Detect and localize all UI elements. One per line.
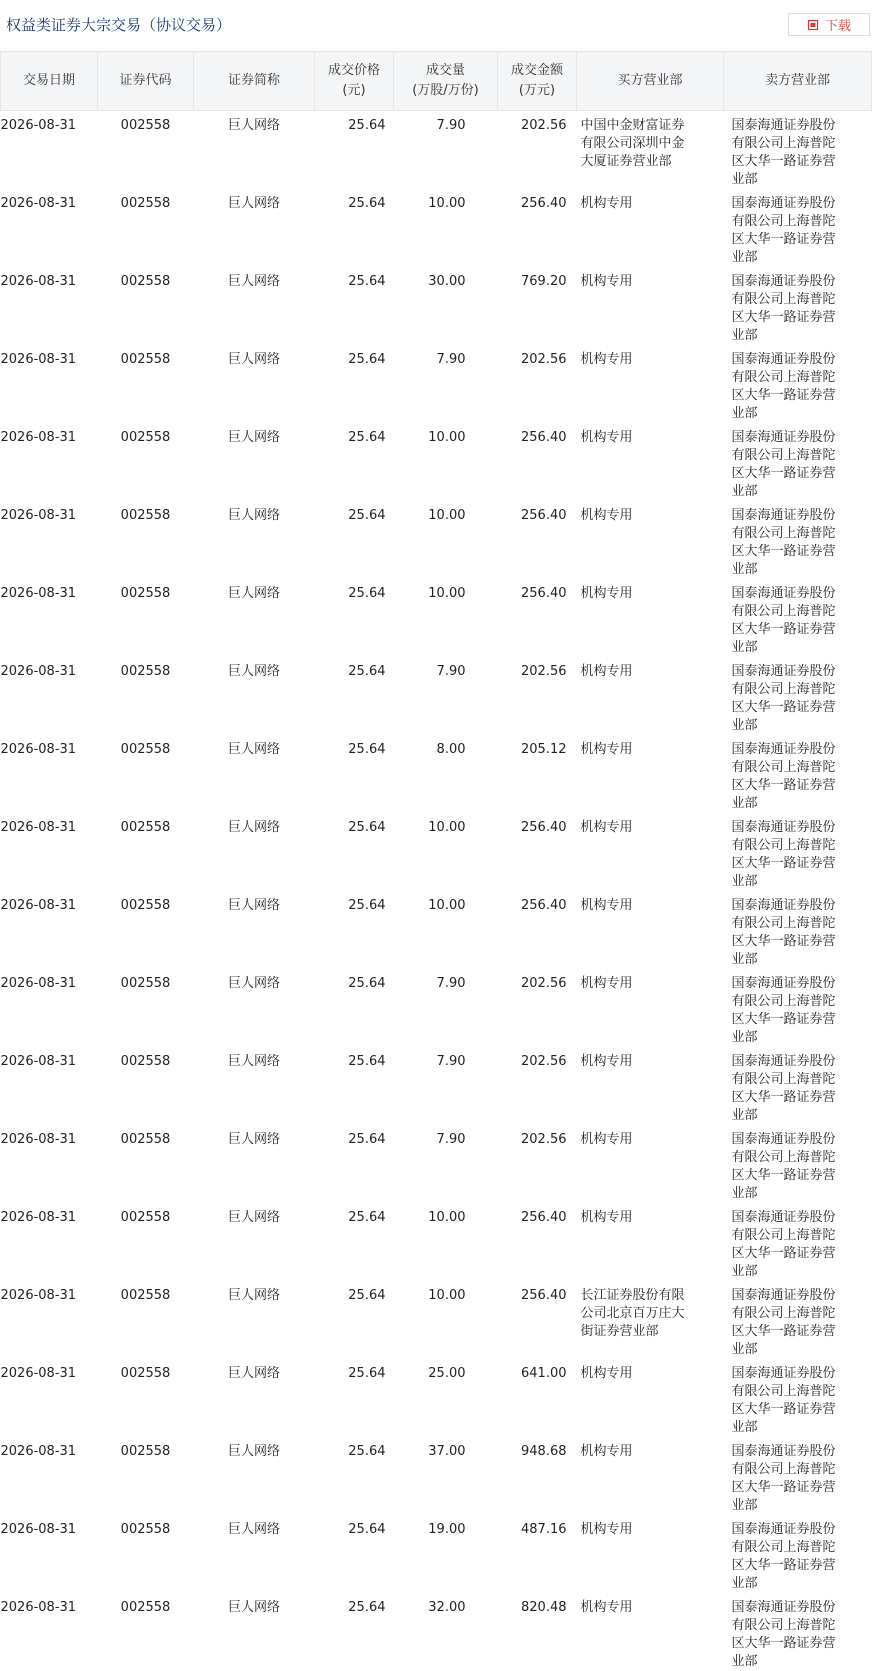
volume-cell: 7.90 (394, 969, 498, 1047)
amount-cell: 256.40 (498, 579, 577, 657)
price-cell: 25.64 (315, 969, 394, 1047)
table-row (1, 1593, 872, 1671)
table-row (1, 189, 872, 267)
table-row (1, 1437, 872, 1515)
trade-date-cell: 2026-08-31 (1, 969, 98, 1047)
security-name-cell: 巨人网络 (194, 1593, 315, 1671)
trade-date-cell: 2026-08-31 (1, 813, 98, 891)
seller-branch-cell: 国泰海通证券股份有限公司上海普陀区大华一路证券营业部 (724, 423, 872, 501)
seller-branch-cell: 国泰海通证券股份有限公司上海普陀区大华一路证券营业部 (724, 1281, 872, 1359)
security-name-cell: 巨人网络 (194, 423, 315, 501)
price-cell: 25.64 (315, 1125, 394, 1203)
table-header-row (1, 52, 872, 111)
buyer-branch-cell: 机构专用 (577, 657, 724, 735)
amount-cell: 205.12 (498, 735, 577, 813)
security-name-cell: 巨人网络 (194, 1515, 315, 1593)
volume-cell: 10.00 (394, 813, 498, 891)
price-cell: 25.64 (315, 111, 394, 190)
price-cell: 25.64 (315, 1437, 394, 1515)
price-cell: 25.64 (315, 1047, 394, 1125)
buyer-branch-cell: 机构专用 (577, 1515, 724, 1593)
price-cell: 25.64 (315, 579, 394, 657)
trade-date-cell: 2026-08-31 (1, 579, 98, 657)
amount-cell: 202.56 (498, 969, 577, 1047)
volume-cell: 10.00 (394, 579, 498, 657)
security-name-cell: 巨人网络 (194, 1047, 315, 1125)
volume-cell: 8.00 (394, 735, 498, 813)
buyer-branch-cell: 机构专用 (577, 1047, 724, 1125)
buyer-branch-cell: 机构专用 (577, 1593, 724, 1671)
price-cell: 25.64 (315, 1515, 394, 1593)
table-row (1, 1203, 872, 1281)
price-cell: 25.64 (315, 267, 394, 345)
security-code-cell: 002558 (98, 813, 194, 891)
buyer-branch-cell: 机构专用 (577, 1359, 724, 1437)
page-title: 权益类证券大宗交易（协议交易） (6, 14, 231, 35)
buyer-branch-cell: 机构专用 (577, 423, 724, 501)
trade-date-cell: 2026-08-31 (1, 111, 98, 190)
trade-date-cell: 2026-08-31 (1, 1125, 98, 1203)
seller-branch-cell: 国泰海通证券股份有限公司上海普陀区大华一路证券营业部 (724, 1047, 872, 1125)
security-code-cell: 002558 (98, 267, 194, 345)
amount-cell: 202.56 (498, 657, 577, 735)
security-name-cell: 巨人网络 (194, 1437, 315, 1515)
volume-cell: 10.00 (394, 189, 498, 267)
security-code-cell: 002558 (98, 1437, 194, 1515)
amount-cell: 256.40 (498, 423, 577, 501)
volume-cell: 37.00 (394, 1437, 498, 1515)
amount-cell: 256.40 (498, 1281, 577, 1359)
volume-cell: 7.90 (394, 1047, 498, 1125)
trade-date-cell: 2026-08-31 (1, 1515, 98, 1593)
trade-date-cell: 2026-08-31 (1, 657, 98, 735)
table-row (1, 735, 872, 813)
table-row (1, 579, 872, 657)
amount-cell: 256.40 (498, 501, 577, 579)
col-volume: 成交量 (万股/万份) (394, 52, 498, 111)
seller-branch-cell: 国泰海通证券股份有限公司上海普陀区大华一路证券营业部 (724, 1203, 872, 1281)
table-row (1, 345, 872, 423)
seller-branch-cell: 国泰海通证券股份有限公司上海普陀区大华一路证券营业部 (724, 1125, 872, 1203)
seller-branch-cell: 国泰海通证券股份有限公司上海普陀区大华一路证券营业部 (724, 189, 872, 267)
volume-cell: 7.90 (394, 1125, 498, 1203)
table-row (1, 1125, 872, 1203)
col-buyer-branch: 买方营业部 (577, 52, 724, 111)
volume-cell: 30.00 (394, 267, 498, 345)
col-amount: 成交金额 (万元) (498, 52, 577, 111)
seller-branch-cell: 国泰海通证券股份有限公司上海普陀区大华一路证券营业部 (724, 657, 872, 735)
volume-cell: 10.00 (394, 423, 498, 501)
table-row (1, 1359, 872, 1437)
table-row (1, 501, 872, 579)
table-row (1, 1281, 872, 1359)
security-name-cell: 巨人网络 (194, 189, 315, 267)
seller-branch-cell: 国泰海通证券股份有限公司上海普陀区大华一路证券营业部 (724, 1593, 872, 1671)
amount-cell: 202.56 (498, 345, 577, 423)
security-code-cell: 002558 (98, 657, 194, 735)
volume-cell: 10.00 (394, 501, 498, 579)
buyer-branch-cell: 机构专用 (577, 345, 724, 423)
security-name-cell: 巨人网络 (194, 657, 315, 735)
security-name-cell: 巨人网络 (194, 345, 315, 423)
buyer-branch-cell: 机构专用 (577, 735, 724, 813)
table-row (1, 969, 872, 1047)
seller-branch-cell: 国泰海通证券股份有限公司上海普陀区大华一路证券营业部 (724, 969, 872, 1047)
security-code-cell: 002558 (98, 1125, 194, 1203)
buyer-branch-cell: 机构专用 (577, 1125, 724, 1203)
price-cell: 25.64 (315, 189, 394, 267)
security-name-cell: 巨人网络 (194, 1359, 315, 1437)
amount-cell: 202.56 (498, 111, 577, 190)
price-cell: 25.64 (315, 1281, 394, 1359)
buyer-branch-cell: 机构专用 (577, 1437, 724, 1515)
seller-branch-cell: 国泰海通证券股份有限公司上海普陀区大华一路证券营业部 (724, 579, 872, 657)
security-code-cell: 002558 (98, 345, 194, 423)
security-code-cell: 002558 (98, 1515, 194, 1593)
buyer-branch-cell: 机构专用 (577, 189, 724, 267)
amount-cell: 202.56 (498, 1047, 577, 1125)
security-name-cell: 巨人网络 (194, 111, 315, 190)
security-code-cell: 002558 (98, 969, 194, 1047)
trade-date-cell: 2026-08-31 (1, 189, 98, 267)
download-label: 下载 (825, 15, 851, 34)
download-button[interactable] (788, 13, 870, 36)
table-body (1, 111, 872, 1671)
price-cell: 25.64 (315, 1359, 394, 1437)
amount-cell: 820.48 (498, 1593, 577, 1671)
seller-branch-cell: 国泰海通证券股份有限公司上海普陀区大华一路证券营业部 (724, 735, 872, 813)
buyer-branch-cell: 机构专用 (577, 267, 724, 345)
table-row (1, 1047, 872, 1125)
table-row (1, 111, 872, 190)
trade-date-cell: 2026-08-31 (1, 1047, 98, 1125)
security-name-cell: 巨人网络 (194, 579, 315, 657)
security-name-cell: 巨人网络 (194, 813, 315, 891)
price-cell: 25.64 (315, 735, 394, 813)
trade-date-cell: 2026-08-31 (1, 423, 98, 501)
volume-cell: 25.00 (394, 1359, 498, 1437)
buyer-branch-cell: 机构专用 (577, 813, 724, 891)
security-name-cell: 巨人网络 (194, 267, 315, 345)
amount-cell: 202.56 (498, 1125, 577, 1203)
security-name-cell: 巨人网络 (194, 1125, 315, 1203)
trade-date-cell: 2026-08-31 (1, 1281, 98, 1359)
block-trade-table (0, 51, 872, 1671)
amount-cell: 487.16 (498, 1515, 577, 1593)
amount-cell: 256.40 (498, 891, 577, 969)
security-code-cell: 002558 (98, 1281, 194, 1359)
trade-date-cell: 2026-08-31 (1, 501, 98, 579)
buyer-branch-cell: 机构专用 (577, 579, 724, 657)
volume-cell: 10.00 (394, 1281, 498, 1359)
price-cell: 25.64 (315, 345, 394, 423)
seller-branch-cell: 国泰海通证券股份有限公司上海普陀区大华一路证券营业部 (724, 1359, 872, 1437)
security-code-cell: 002558 (98, 1359, 194, 1437)
col-trade-date: 交易日期 (1, 52, 98, 111)
amount-cell: 256.40 (498, 813, 577, 891)
price-cell: 25.64 (315, 1593, 394, 1671)
seller-branch-cell: 国泰海通证券股份有限公司上海普陀区大华一路证券营业部 (724, 1515, 872, 1593)
amount-cell: 256.40 (498, 189, 577, 267)
seller-branch-cell: 国泰海通证券股份有限公司上海普陀区大华一路证券营业部 (724, 267, 872, 345)
trade-date-cell: 2026-08-31 (1, 345, 98, 423)
table-row (1, 813, 872, 891)
security-name-cell: 巨人网络 (194, 501, 315, 579)
trade-date-cell: 2026-08-31 (1, 267, 98, 345)
security-code-cell: 002558 (98, 1047, 194, 1125)
security-name-cell: 巨人网络 (194, 735, 315, 813)
amount-cell: 641.00 (498, 1359, 577, 1437)
seller-branch-cell: 国泰海通证券股份有限公司上海普陀区大华一路证券营业部 (724, 1437, 872, 1515)
seller-branch-cell: 国泰海通证券股份有限公司上海普陀区大华一路证券营业部 (724, 891, 872, 969)
volume-cell: 32.00 (394, 1593, 498, 1671)
buyer-branch-cell: 机构专用 (577, 1203, 724, 1281)
col-seller-branch: 卖方营业部 (724, 52, 872, 111)
trade-date-cell: 2026-08-31 (1, 1593, 98, 1671)
title-bar (0, 0, 872, 50)
volume-cell: 10.00 (394, 891, 498, 969)
price-cell: 25.64 (315, 501, 394, 579)
security-code-cell: 002558 (98, 501, 194, 579)
col-security-code: 证券代码 (98, 52, 194, 111)
volume-cell: 10.00 (394, 1203, 498, 1281)
trade-date-cell: 2026-08-31 (1, 891, 98, 969)
seller-branch-cell: 国泰海通证券股份有限公司上海普陀区大华一路证券营业部 (724, 813, 872, 891)
price-cell: 25.64 (315, 657, 394, 735)
security-code-cell: 002558 (98, 891, 194, 969)
amount-cell: 948.68 (498, 1437, 577, 1515)
volume-cell: 7.90 (394, 345, 498, 423)
seller-branch-cell: 国泰海通证券股份有限公司上海普陀区大华一路证券营业部 (724, 345, 872, 423)
buyer-branch-cell: 机构专用 (577, 891, 724, 969)
trade-date-cell: 2026-08-31 (1, 1437, 98, 1515)
security-code-cell: 002558 (98, 1203, 194, 1281)
table-row (1, 657, 872, 735)
trade-date-cell: 2026-08-31 (1, 735, 98, 813)
table-row (1, 891, 872, 969)
download-icon (807, 19, 819, 31)
buyer-branch-cell: 中国中金财富证券有限公司深圳中金大厦证券营业部 (577, 111, 724, 190)
security-code-cell: 002558 (98, 111, 194, 190)
trade-date-cell: 2026-08-31 (1, 1359, 98, 1437)
price-cell: 25.64 (315, 1203, 394, 1281)
security-name-cell: 巨人网络 (194, 1203, 315, 1281)
security-name-cell: 巨人网络 (194, 969, 315, 1047)
buyer-branch-cell: 机构专用 (577, 501, 724, 579)
volume-cell: 19.00 (394, 1515, 498, 1593)
security-code-cell: 002558 (98, 579, 194, 657)
volume-cell: 7.90 (394, 111, 498, 190)
price-cell: 25.64 (315, 891, 394, 969)
price-cell: 25.64 (315, 813, 394, 891)
col-security-name: 证券简称 (194, 52, 315, 111)
security-code-cell: 002558 (98, 189, 194, 267)
security-code-cell: 002558 (98, 735, 194, 813)
security-code-cell: 002558 (98, 423, 194, 501)
buyer-branch-cell: 长江证券股份有限公司北京百万庄大街证券营业部 (577, 1281, 724, 1359)
table-row (1, 423, 872, 501)
security-code-cell: 002558 (98, 1593, 194, 1671)
amount-cell: 256.40 (498, 1203, 577, 1281)
seller-branch-cell: 国泰海通证券股份有限公司上海普陀区大华一路证券营业部 (724, 501, 872, 579)
table-row (1, 267, 872, 345)
col-price: 成交价格 (元) (315, 52, 394, 111)
price-cell: 25.64 (315, 423, 394, 501)
amount-cell: 769.20 (498, 267, 577, 345)
buyer-branch-cell: 机构专用 (577, 969, 724, 1047)
volume-cell: 7.90 (394, 657, 498, 735)
security-name-cell: 巨人网络 (194, 891, 315, 969)
security-name-cell: 巨人网络 (194, 1281, 315, 1359)
trade-date-cell: 2026-08-31 (1, 1203, 98, 1281)
table-row (1, 1515, 872, 1593)
seller-branch-cell: 国泰海通证券股份有限公司上海普陀区大华一路证券营业部 (724, 111, 872, 190)
